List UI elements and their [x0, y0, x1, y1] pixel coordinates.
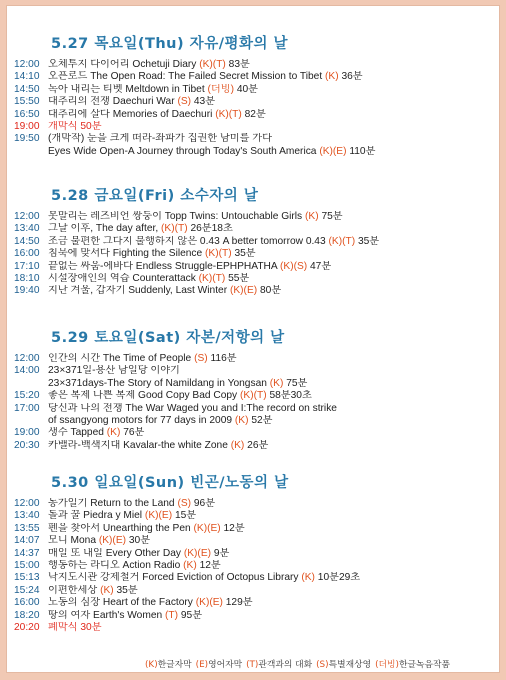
film-title: 개막식: [48, 121, 78, 133]
screening-time: [14, 378, 48, 390]
film-title: 침묵에 맞서다 Fighting the Silence: [48, 248, 203, 260]
duration: 95분: [180, 609, 203, 621]
screening-time: 13:40: [14, 510, 40, 522]
film-title: 폐막식: [48, 622, 78, 634]
screening-title: [48, 273, 499, 285]
screening-title: [48, 415, 499, 427]
film-title: 이편한세상: [48, 584, 98, 596]
legend-key: (K): [145, 660, 158, 670]
screening-title: [48, 84, 499, 96]
subtitle-tags: (S): [194, 353, 208, 364]
screening-time: 12:00: [14, 353, 40, 364]
day-section: [7, 32, 499, 158]
day-title: 5.29 토요일(Sat) 자본/저항의 날: [51, 330, 285, 346]
legend-label: 특별재상영: [328, 660, 372, 670]
duration: 75분: [286, 377, 308, 389]
film-title: 조금 불편한 그다지 불행하지 않은 0.43 A better tomorrow 0.43: [48, 235, 326, 247]
film-title: 생수 Tapped: [48, 427, 104, 439]
schedule-row: [7, 415, 499, 427]
screening-time: 12:00: [14, 59, 40, 70]
schedule-row: [7, 236, 499, 248]
screening-title: [48, 510, 499, 522]
screening-time: 16:50: [14, 108, 40, 120]
schedule-row: [7, 261, 499, 273]
subtitle-tags: (K)(E): [193, 522, 221, 534]
schedule-row: [7, 597, 499, 609]
subtitle-tags: (K)(E): [144, 510, 173, 522]
schedule-row: [7, 572, 499, 584]
schedule-row: [7, 285, 499, 297]
film-title: 낙지도시관 강제철거 Forced Eviction of Octopus Library: [48, 572, 299, 584]
subtitle-tags: (K)(T): [215, 108, 242, 120]
schedule-row: [7, 548, 499, 560]
screening-time: 15:20: [14, 390, 40, 402]
subtitle-tags: (K)(T): [198, 273, 226, 285]
film-title: 모니 Mona: [48, 535, 96, 547]
duration: 9분: [213, 547, 230, 559]
screening-title: [48, 146, 499, 158]
subtitle-tags: (S): [177, 498, 192, 509]
subtitle-tags: (K): [305, 211, 319, 222]
schedule-row: [7, 223, 499, 235]
subtitle-tags: (K): [106, 427, 121, 439]
schedule-row: [7, 403, 499, 415]
schedule-row: [7, 390, 499, 402]
screening-title: [48, 560, 499, 572]
schedule-row: [7, 146, 499, 158]
duration: 35분: [116, 584, 138, 596]
duration: 12분: [199, 560, 221, 572]
screening-time: 15:13: [14, 572, 40, 584]
film-title: 그날 이후, The day after,: [48, 223, 159, 235]
duration: 75분: [321, 211, 343, 222]
legend-key: (S): [316, 660, 329, 670]
screening-time: 19:00: [14, 427, 40, 439]
duration: 43분: [193, 96, 216, 108]
schedule-row: [7, 121, 499, 133]
schedule-page: [6, 5, 500, 673]
screening-time: 18:20: [14, 609, 40, 621]
schedule-row: [7, 610, 499, 622]
duration: 26분: [247, 439, 269, 451]
day-title: 5.30 일요일(Sun) 빈곤/노동의 날: [51, 475, 289, 491]
screening-time: 15:50: [14, 96, 40, 108]
legend-label: 한글녹음작품: [398, 660, 450, 670]
day-section: [7, 326, 499, 452]
screening-time: 13:55: [14, 522, 40, 534]
schedule-row: [7, 365, 499, 377]
subtitle-tags: (K)(E): [195, 597, 223, 609]
screening-title: [48, 236, 499, 248]
screening-time: [14, 415, 48, 427]
subtitle-tags: (T): [165, 609, 179, 621]
schedule-row: [7, 273, 499, 285]
schedule-row: [7, 96, 499, 108]
legend-key: (E): [195, 660, 209, 670]
screening-title: [48, 211, 499, 223]
subtitle-tags: (K)(E): [98, 535, 127, 547]
film-title: 대추리에 살다 Memories of Daechuri: [48, 108, 213, 120]
duration: 26분18초: [190, 223, 233, 235]
subtitle-tags: (K)(T): [199, 59, 226, 70]
screening-title: [48, 523, 499, 535]
screening-title: [48, 248, 499, 260]
film-title: 좋은 복제 나쁜 복제 Good Copy Bad Copy: [48, 390, 238, 402]
subtitle-tags: (K)(E): [229, 285, 258, 297]
duration: 129분: [225, 597, 253, 609]
screening-title: [48, 96, 499, 108]
subtitle-tags: (K): [234, 415, 249, 427]
subtitle-tags: (K)(E): [183, 547, 212, 559]
schedule-row: [7, 84, 499, 96]
subtitle-tags: (S): [177, 96, 192, 108]
screening-title: [48, 223, 499, 235]
screening-title: [48, 572, 499, 584]
subtitle-tags: (K): [301, 572, 315, 584]
screening-time: 14:37: [14, 547, 40, 559]
film-title: (개막작) 눈을 크게 떠라-좌파가 집권한 남미를 가다: [48, 133, 272, 145]
screening-time: 14:10: [14, 71, 40, 83]
subtitle-tags: (K)(T): [205, 248, 232, 260]
screening-title: [48, 535, 499, 547]
film-title: 오체투지 다이어리 Ochetuji Diary: [48, 59, 197, 70]
schedule-row: [7, 353, 499, 365]
screening-title: [48, 285, 499, 297]
legend: [145, 657, 454, 670]
screening-time: 13:40: [14, 223, 40, 235]
film-title: 돌과 꿀 Piedra y Miel: [48, 510, 143, 522]
subtitle-tags: (K): [100, 584, 114, 596]
duration: 47분: [310, 260, 332, 272]
legend-label: 한글자막: [157, 660, 192, 670]
schedule-row: [7, 211, 499, 223]
film-title: 인간의 시간 The Time of People: [48, 353, 192, 364]
film-title: 노동의 심장 Heart of the Factory: [48, 597, 193, 609]
screening-time: 17:10: [14, 260, 40, 272]
subtitle-tags: (K): [183, 560, 197, 572]
screening-title: [48, 353, 499, 365]
screening-time: 18:10: [14, 273, 40, 285]
film-title: 23×371days-The Story of Namildang in Yongsan: [48, 377, 267, 389]
schedule-row: [7, 59, 499, 71]
screening-title: [48, 498, 499, 510]
schedule-row: [7, 440, 499, 452]
legend-label: 영어자막: [208, 660, 243, 670]
duration: 80분: [259, 285, 282, 297]
film-title: 지난 겨울, 갑자기 Suddenly, Last Winter: [48, 285, 228, 297]
duration: 12분: [223, 522, 245, 534]
screening-time: 17:00: [14, 402, 40, 414]
screening-time: 15:24: [14, 584, 40, 596]
screening-title: [48, 597, 499, 609]
schedule-row: [7, 133, 499, 145]
duration: 58분30초: [269, 390, 312, 402]
subtitle-tags: (K)(E): [319, 145, 347, 157]
screening-time: 14:50: [14, 83, 40, 95]
duration: 35분: [234, 248, 256, 260]
day-section: [7, 471, 499, 634]
schedule-row: [7, 510, 499, 522]
duration: 35분: [357, 235, 380, 247]
film-title: 농가일기 Return to the Land: [48, 498, 175, 509]
duration: 15분: [174, 510, 197, 522]
screening-title: [48, 427, 499, 439]
duration: 82분: [244, 108, 266, 120]
screening-title: [48, 548, 499, 560]
schedule-row: [7, 523, 499, 535]
film-title: 끝없는 싸움-에바다 Endless Struggle-EPHPHATHA: [48, 260, 278, 272]
subtitle-tags: (K)(S): [280, 260, 308, 272]
screening-title: [48, 610, 499, 622]
schedule-row: [7, 71, 499, 83]
schedule-row: [7, 109, 499, 121]
film-title: 23×371일-용산 남일당 이야기: [48, 365, 180, 377]
duration: 83분: [228, 59, 250, 70]
film-title: 대추리의 전쟁 Daechuri War: [48, 96, 175, 108]
screening-time: 16:00: [14, 248, 40, 260]
subtitle-tags: (K)(T): [161, 223, 188, 235]
schedule-row: [7, 248, 499, 260]
duration: 30분: [80, 622, 102, 634]
duration: 96분: [193, 498, 216, 509]
legend-key: (더빙): [375, 660, 399, 670]
schedule-row: [7, 585, 499, 597]
screening-time: 12:00: [14, 211, 40, 222]
screening-title: [48, 365, 499, 377]
subtitle-tags: (K): [269, 377, 284, 389]
film-title: 당신과 나의 전쟁 The War Waged you and I:The record on strike: [48, 402, 337, 414]
film-title: 녹아 내리는 티벳 Meltdown in Tibet: [48, 83, 205, 95]
duration: 110분: [349, 145, 376, 157]
screening-time: 19:00: [14, 121, 40, 133]
duration: 30분: [128, 535, 151, 547]
screening-title: [48, 440, 499, 452]
screening-title: [48, 378, 499, 390]
subtitle-tags: (더빙): [207, 83, 234, 95]
duration: 76분: [123, 427, 145, 439]
screening-time: 19:50: [14, 133, 40, 145]
film-title: 못말리는 레즈비언 쌍둥이 Topp Twins: Untouchable Girls: [48, 211, 303, 222]
duration: 50분: [80, 121, 102, 133]
screening-title: [48, 71, 499, 83]
schedule-row: [7, 535, 499, 547]
film-title: 행동하는 라디오 Action Radio: [48, 560, 181, 572]
legend-label: 관객과의 대화: [258, 660, 313, 670]
film-title: 땅의 여자 Earth's Women: [48, 609, 163, 621]
screening-time: 15:00: [14, 560, 40, 572]
screening-title: [48, 261, 499, 273]
film-title: 시설장애인의 역습 Counterattack: [48, 273, 196, 285]
film-title: 매일 또 내일 Every Other Day: [48, 547, 181, 559]
film-title: of ssangyong motors for 77 days in 2009: [48, 415, 233, 427]
screening-time: 14:50: [14, 235, 40, 247]
screening-title: [48, 133, 499, 145]
screening-time: 20:30: [14, 439, 40, 451]
duration: 10분29초: [317, 572, 361, 584]
subtitle-tags: (K): [230, 439, 245, 451]
schedule-row: [7, 427, 499, 439]
day-section: [7, 184, 499, 298]
screening-time: 12:00: [14, 498, 40, 509]
film-title: 펜을 찾아서 Unearthing the Pen: [48, 522, 191, 534]
duration: 55분: [228, 273, 250, 285]
duration: 116분: [210, 353, 237, 364]
film-title: Eyes Wide Open-A Journey through Today's South America: [48, 145, 317, 157]
duration: 36분: [341, 71, 363, 83]
subtitle-tags: (K)(T): [328, 235, 356, 247]
day-title: 5.27 목요일(Thu) 자유/평화의 날: [51, 36, 289, 52]
schedule-row: [7, 498, 499, 510]
legend-key: (T): [246, 660, 259, 670]
schedule-row: [7, 378, 499, 390]
screening-time: 16:00: [14, 597, 40, 609]
screening-title: [48, 622, 499, 634]
film-title: 오픈로드 The Open Road: The Failed Secret Mission to Tibet: [48, 71, 323, 83]
screening-title: [48, 109, 499, 121]
screening-title: [48, 403, 499, 415]
subtitle-tags: (K)(T): [240, 390, 267, 402]
duration: 52분: [251, 415, 273, 427]
screening-time: 20:20: [14, 622, 40, 634]
subtitle-tags: (K): [325, 71, 339, 83]
screening-time: 14:07: [14, 535, 40, 547]
film-title: 카밸라-백색지대 Kavalar-the white Zone: [48, 439, 228, 451]
screening-time: [14, 146, 48, 158]
screening-time: 19:40: [14, 285, 40, 297]
schedule-row: [7, 622, 499, 634]
screening-title: [48, 390, 499, 402]
screening-title: [48, 121, 499, 133]
schedule-row: [7, 560, 499, 572]
screening-time: 14:00: [14, 365, 40, 377]
duration: 40분: [236, 83, 258, 95]
screening-title: [48, 59, 499, 71]
screening-title: [48, 585, 499, 597]
day-title: 5.28 금요일(Fri) 소수자의 날: [51, 188, 259, 204]
